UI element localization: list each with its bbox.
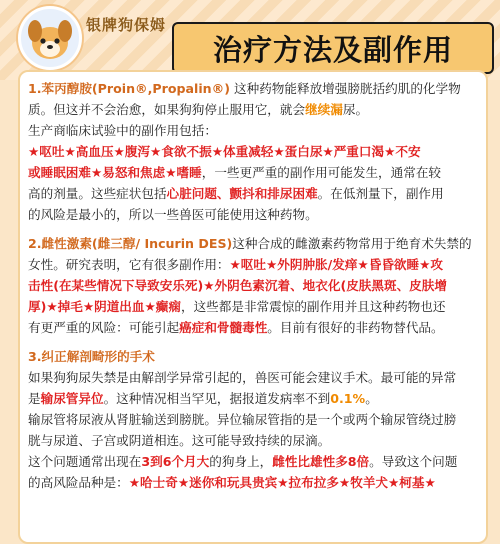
text: ，一些更严重的副作用可能发生，通常在较	[201, 165, 441, 180]
paragraph-line: 输尿管将尿液从肾脏输送到膀胱。异位输尿管指的是一个或两个输尿管绕过膀	[28, 412, 457, 427]
text: 。这种情况相当罕见，据报道发病率不到	[103, 391, 331, 406]
text: 质。但这并不会治愈，如果狗狗停止服用它，就会	[28, 102, 306, 117]
text: 。在低剂量下，副作用	[317, 186, 444, 201]
side-effects-list: 击性(在某些情况下导致安乐死)★外阴色素沉着、地衣化(皮肤黑斑、皮肤增	[28, 278, 447, 293]
paragraph-line	[28, 451, 474, 472]
text: 有更严重的风险：可能引起	[28, 320, 180, 335]
brand-name: 银牌狗保姆	[86, 16, 167, 34]
paragraph-line	[28, 162, 474, 183]
highlight-text: 雌性比雄性多8倍	[272, 454, 370, 469]
highlight-text: 输尿管异位	[40, 391, 104, 406]
dog-face-icon	[21, 9, 79, 67]
side-effects-list: 厚)★掉毛★阴道出血★癫痫	[28, 299, 181, 314]
paragraph-line	[28, 296, 474, 317]
text: 这种合成的雌激素药物常用于绝育术失禁的	[232, 236, 472, 251]
paragraph-line	[28, 317, 474, 338]
text: 高的剂量。这些症状包括	[28, 186, 167, 201]
text: 这个问题通常出现在	[28, 454, 142, 469]
page-title: 治疗方法及副作用	[212, 33, 453, 67]
section-phenylpropanolamine	[28, 78, 474, 225]
section-heading: 1.苯丙醇胺(Proin®,Propalin®)	[28, 81, 230, 96]
highlight-text: 0.1%	[330, 391, 366, 406]
breed-list: ★哈士奇★迷你和玩具贵宾★拉布拉多★牧羊犬★柯基★	[128, 475, 436, 490]
side-effects-list: ★呕吐★外阴肿胀/发痒★昏昏欲睡★攻	[229, 257, 443, 272]
text: 是	[28, 391, 41, 406]
paragraph-line	[28, 99, 474, 120]
paragraph-line	[28, 388, 474, 409]
text: 女性。研究表明，它有很多副作用：	[28, 257, 230, 272]
highlight-text: 心脏问题、颤抖和排尿困难	[166, 186, 318, 201]
article-body	[28, 78, 474, 501]
text: 这种药物能释放增强膀胱括约肌的化学物	[230, 81, 461, 96]
paragraph-line: 的风险是最小的，所以一些兽医可能使用这种药物。	[28, 207, 318, 222]
text: 的高风险品种是：	[28, 475, 129, 490]
paragraph-line	[28, 78, 474, 99]
paragraph-line	[28, 254, 474, 275]
section-heading: 3.纠正解剖畸形的手术	[28, 349, 155, 364]
side-effects-list: 或睡眠困难★易怒和焦虑★嗜睡	[28, 165, 202, 180]
highlight-text: 3到6个月大	[141, 454, 210, 469]
title-banner	[172, 22, 494, 74]
highlight-text: 癌症和骨髓毒性	[179, 320, 268, 335]
text: 。	[365, 391, 378, 406]
text: 的狗身上，	[209, 454, 273, 469]
paragraph-line: 生产商临床试验中的副作用包括：	[28, 123, 217, 138]
paragraph-line	[28, 233, 474, 254]
paragraph-line: 胱与尿道、子宫或阴道相连。这可能导致持续的尿滴。	[28, 433, 331, 448]
text: 尿。	[342, 102, 369, 117]
text: ，这些都是非常震惊的副作用并且这种药物也还	[180, 299, 446, 314]
paragraph-line	[28, 183, 474, 204]
text: 。目前有很好的非药物替代品。	[267, 320, 444, 335]
section-surgery	[28, 346, 474, 493]
text: 。导致这个问题	[369, 454, 458, 469]
section-estrogen	[28, 233, 474, 338]
logo	[18, 6, 82, 70]
paragraph-line: 如果狗狗尿失禁是由解剖学异常引起的，兽医可能会建议手术。最可能的异常	[28, 370, 457, 385]
paragraph-line	[28, 472, 474, 493]
side-effects-list: ★呕吐★高血压★腹泻★食欲不振★体重减轻★蛋白尿★严重口渴★不安	[28, 144, 421, 159]
section-heading: 2.雌性激素(雌三醇/ Incurin DES)	[28, 236, 233, 251]
highlight-text: 继续漏	[305, 102, 343, 117]
